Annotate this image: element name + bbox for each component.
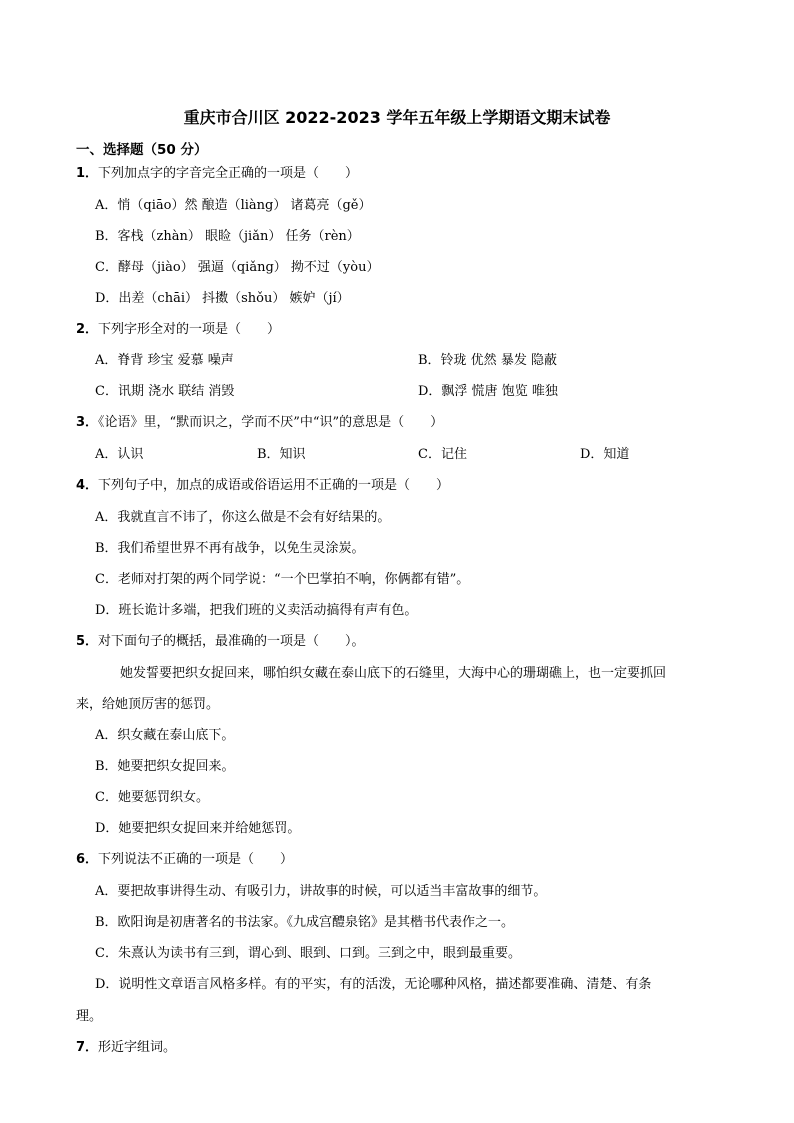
question-number: 2． — [76, 322, 99, 337]
question-number: 7． — [76, 1040, 99, 1055]
question-stem: 下列字形全对的一项是（ ） — [98, 322, 281, 337]
q5-option-b: B．她要把织女捉回来。 — [95, 759, 235, 774]
q3-option-b: B．知识 — [257, 447, 306, 462]
question-4 — [76, 476, 449, 496]
question-3 — [76, 413, 443, 433]
question-1 — [76, 164, 358, 184]
q3-option-d: D．知道 — [580, 447, 630, 462]
q5-passage-line-2: 来，给她顶厉害的惩罚。 — [76, 697, 220, 712]
page-title: 重庆市合川区 2022-2023 学年五年级上学期语文期末试卷 — [183, 108, 611, 127]
question-number: 5． — [76, 634, 99, 649]
q2-option-c: C．讯期 浇水 联结 消毁 — [95, 384, 235, 399]
q6-option-c: C．朱熹认为读书有三到，谓心到、眼到、口到。三到之中，眼到最重要。 — [95, 946, 521, 961]
q1-option-b: B．客栈（zhàn） 眼睑（jiǎn） 任务（rèn） — [95, 229, 360, 244]
q4-option-b: B．我们希望世界不再有战争，以免生灵涂炭。 — [95, 541, 365, 556]
question-number: 1． — [76, 166, 99, 181]
q1-option-a: A．悄（qiāo）然 酿造（liàng） 诸葛亮（gě） — [95, 198, 372, 213]
question-6 — [76, 850, 293, 870]
q5-option-d: D．她要把织女捉回来并给她惩罚。 — [95, 821, 301, 836]
question-7 — [76, 1038, 176, 1058]
q6-option-d-continuation: 理。 — [76, 1009, 103, 1024]
question-number: 6． — [76, 852, 99, 867]
q4-option-a: A．我就直言不讳了，你这么做是不会有好结果的。 — [95, 510, 391, 525]
q3-option-c: C．记住 — [418, 447, 467, 462]
q2-option-a: A．脊背 珍宝 爱慕 噪声 — [95, 353, 234, 368]
question-stem: 对下面句子的概括，最准确的一项是（ ）。 — [98, 634, 365, 649]
question-5 — [76, 632, 365, 652]
question-stem: 下列说法不正确的一项是（ ） — [98, 852, 294, 867]
q5-option-a: A．织女藏在泰山底下。 — [95, 728, 235, 743]
q1-option-d: D．出差（chāi） 抖擞（shǒu） 嫉妒（jí） — [95, 291, 350, 306]
question-stem: 《论语》里，“默而识之，学而不厌”中“识”的意思是（ ） — [98, 415, 444, 430]
q6-option-b: B．欧阳询是初唐著名的书法家。《九成宫醴泉铭》是其楷书代表作之一。 — [95, 915, 515, 930]
q4-option-d: D．班长诡计多端，把我们班的义卖活动搞得有声有色。 — [95, 603, 418, 618]
q4-option-c: C．老师对打架的两个同学说：“一个巴掌拍不响，你俩都有错”。 — [95, 572, 470, 587]
question-stem: 下列句子中，加点的成语或俗语运用不正确的一项是（ ） — [98, 478, 450, 493]
question-stem: 形近字组词。 — [98, 1040, 177, 1055]
q2-option-d: D．飘浮 慌唐 饱览 唯独 — [418, 384, 558, 399]
q3-option-a: A．认识 — [95, 447, 144, 462]
q5-option-c: C．她要惩罚织女。 — [95, 790, 209, 805]
question-number: 3． — [76, 415, 99, 430]
section-heading: 一、选择题（50 分） — [76, 142, 208, 158]
q1-option-c: C．酵母（jiào） 强逼（qiǎng） 拗不过（yòu） — [95, 260, 380, 275]
question-2 — [76, 320, 280, 340]
q6-option-d: D．说明性文章语言风格多样。有的平实，有的活泼，无论哪种风格，描述都要准确、清楚、有条 — [95, 977, 652, 992]
question-number: 4． — [76, 478, 99, 493]
question-stem: 下列加点字的字音完全正确的一项是（ ） — [98, 166, 359, 181]
q6-option-a: A．要把故事讲得生动、有吸引力，讲故事的时候，可以适当丰富故事的细节。 — [95, 884, 547, 899]
q2-option-b: B．铃珑 优然 暴发 隐蔽 — [418, 353, 557, 368]
q5-passage-line-1: 她发誓要把织女捉回来，哪怕织女藏在泰山底下的石缝里，大海中心的珊瑚礁上，也一定要抓回 — [120, 666, 667, 681]
